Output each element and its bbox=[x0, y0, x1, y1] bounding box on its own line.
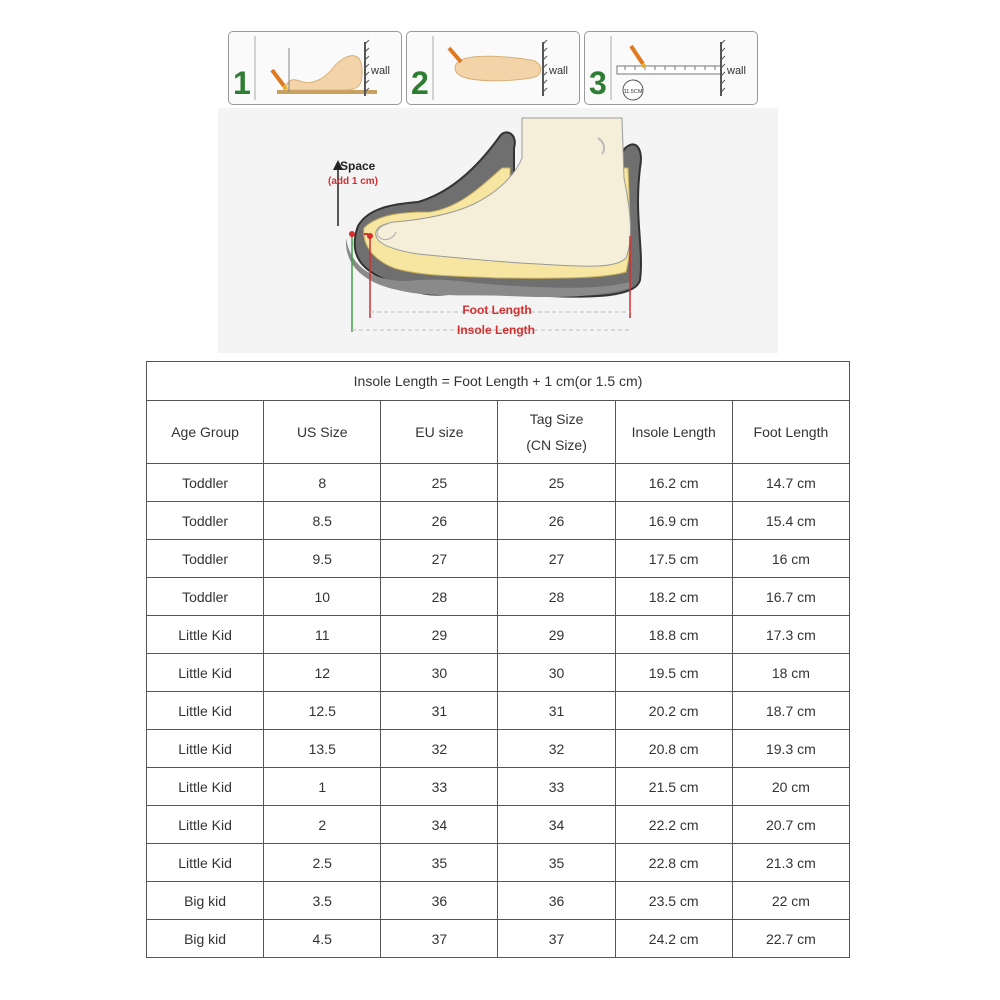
table-row bbox=[147, 616, 850, 654]
cell-tag-size: 37 bbox=[498, 920, 615, 958]
cell-foot-length: 20.7 cm bbox=[732, 806, 849, 844]
cell-insole-length: 19.5 cm bbox=[615, 654, 732, 692]
table-row bbox=[147, 502, 850, 540]
table-row bbox=[147, 768, 850, 806]
cell-foot-length: 16 cm bbox=[732, 540, 849, 578]
header-foot-length: Foot Length bbox=[732, 401, 849, 464]
foot-length-label: Foot Length bbox=[462, 303, 532, 317]
table-row bbox=[147, 730, 850, 768]
step-number: 3 bbox=[589, 65, 607, 101]
cell-eu-size: 29 bbox=[381, 616, 498, 654]
cell-insole-length: 23.5 cm bbox=[615, 882, 732, 920]
step-1-illustration bbox=[229, 32, 401, 104]
shoe-illustration bbox=[218, 108, 778, 353]
header-eu-size: EU size bbox=[381, 401, 498, 464]
cell-insole-length: 22.8 cm bbox=[615, 844, 732, 882]
cell-eu-size: 26 bbox=[381, 502, 498, 540]
cell-us-size: 4.5 bbox=[264, 920, 381, 958]
cell-us-size: 9.5 bbox=[264, 540, 381, 578]
cell-age-group: Little Kid bbox=[147, 768, 264, 806]
step-2-panel bbox=[406, 31, 580, 105]
cell-us-size: 12 bbox=[264, 654, 381, 692]
cell-age-group: Little Kid bbox=[147, 844, 264, 882]
cell-eu-size: 25 bbox=[381, 464, 498, 502]
cell-age-group: Little Kid bbox=[147, 654, 264, 692]
header-tag-size bbox=[498, 401, 615, 464]
cell-foot-length: 22 cm bbox=[732, 882, 849, 920]
cell-tag-size: 25 bbox=[498, 464, 615, 502]
cell-foot-length: 20 cm bbox=[732, 768, 849, 806]
step-3-illustration bbox=[585, 32, 757, 104]
cell-us-size: 13.5 bbox=[264, 730, 381, 768]
cell-tag-size: 28 bbox=[498, 578, 615, 616]
measuring-steps bbox=[228, 31, 760, 105]
cell-insole-length: 20.8 cm bbox=[615, 730, 732, 768]
cell-insole-length: 18.8 cm bbox=[615, 616, 732, 654]
shoe-fit-diagram bbox=[218, 108, 778, 353]
cell-foot-length: 18 cm bbox=[732, 654, 849, 692]
table-row bbox=[147, 844, 850, 882]
table-row bbox=[147, 692, 850, 730]
space-label: Space bbox=[340, 159, 376, 173]
measurement-badge-text: 11.5CM bbox=[623, 89, 643, 95]
cell-age-group: Toddler bbox=[147, 540, 264, 578]
header-age-group: Age Group bbox=[147, 401, 264, 464]
wall-label: wall bbox=[727, 65, 746, 77]
cell-foot-length: 15.4 cm bbox=[732, 502, 849, 540]
cell-insole-length: 17.5 cm bbox=[615, 540, 732, 578]
wall-label: wall bbox=[371, 65, 390, 77]
header-tag-size-label: Tag Size bbox=[529, 411, 584, 427]
cell-age-group: Toddler bbox=[147, 578, 264, 616]
cell-insole-length: 18.2 cm bbox=[615, 578, 732, 616]
table-row bbox=[147, 882, 850, 920]
cell-tag-size: 31 bbox=[498, 692, 615, 730]
table-row bbox=[147, 920, 850, 958]
cell-tag-size: 34 bbox=[498, 806, 615, 844]
cell-tag-size: 32 bbox=[498, 730, 615, 768]
cell-foot-length: 16.7 cm bbox=[732, 578, 849, 616]
cell-us-size: 2.5 bbox=[264, 844, 381, 882]
cell-us-size: 3.5 bbox=[264, 882, 381, 920]
step-number: 2 bbox=[411, 65, 429, 101]
cell-age-group: Toddler bbox=[147, 464, 264, 502]
cell-tag-size: 36 bbox=[498, 882, 615, 920]
step-3-panel bbox=[584, 31, 758, 105]
cell-eu-size: 33 bbox=[381, 768, 498, 806]
cell-tag-size: 35 bbox=[498, 844, 615, 882]
cell-eu-size: 35 bbox=[381, 844, 498, 882]
size-chart-table bbox=[146, 361, 850, 958]
cell-eu-size: 32 bbox=[381, 730, 498, 768]
cell-eu-size: 28 bbox=[381, 578, 498, 616]
table-row bbox=[147, 464, 850, 502]
step-1-panel bbox=[228, 31, 402, 105]
cell-age-group: Toddler bbox=[147, 502, 264, 540]
header-us-size: US Size bbox=[264, 401, 381, 464]
cell-age-group: Little Kid bbox=[147, 806, 264, 844]
cell-insole-length: 20.2 cm bbox=[615, 692, 732, 730]
cell-eu-size: 27 bbox=[381, 540, 498, 578]
cell-foot-length: 14.7 cm bbox=[732, 464, 849, 502]
cell-us-size: 2 bbox=[264, 806, 381, 844]
cell-tag-size: 29 bbox=[498, 616, 615, 654]
header-row bbox=[147, 401, 850, 464]
cell-us-size: 8.5 bbox=[264, 502, 381, 540]
step-2-illustration bbox=[407, 32, 579, 104]
cell-eu-size: 31 bbox=[381, 692, 498, 730]
cell-age-group: Little Kid bbox=[147, 730, 264, 768]
space-note: (add 1 cm) bbox=[328, 176, 379, 187]
cell-us-size: 11 bbox=[264, 616, 381, 654]
cell-insole-length: 24.2 cm bbox=[615, 920, 732, 958]
insole-length-label: Insole Length bbox=[457, 323, 535, 337]
table-row bbox=[147, 578, 850, 616]
cell-us-size: 12.5 bbox=[264, 692, 381, 730]
formula-text: Insole Length = Foot Length + 1 cm(or 1.5 cm) bbox=[147, 362, 850, 401]
cell-us-size: 10 bbox=[264, 578, 381, 616]
cell-foot-length: 18.7 cm bbox=[732, 692, 849, 730]
header-tag-size-sub: (CN Size) bbox=[526, 437, 587, 453]
cell-tag-size: 27 bbox=[498, 540, 615, 578]
step-number: 1 bbox=[233, 65, 251, 101]
header-insole-length: Insole Length bbox=[615, 401, 732, 464]
table-row bbox=[147, 654, 850, 692]
cell-age-group: Little Kid bbox=[147, 616, 264, 654]
table-row bbox=[147, 806, 850, 844]
cell-tag-size: 33 bbox=[498, 768, 615, 806]
cell-insole-length: 16.9 cm bbox=[615, 502, 732, 540]
cell-foot-length: 22.7 cm bbox=[732, 920, 849, 958]
cell-eu-size: 36 bbox=[381, 882, 498, 920]
cell-age-group: Little Kid bbox=[147, 692, 264, 730]
cell-foot-length: 21.3 cm bbox=[732, 844, 849, 882]
cell-tag-size: 26 bbox=[498, 502, 615, 540]
cell-insole-length: 16.2 cm bbox=[615, 464, 732, 502]
cell-foot-length: 19.3 cm bbox=[732, 730, 849, 768]
cell-eu-size: 34 bbox=[381, 806, 498, 844]
cell-us-size: 8 bbox=[264, 464, 381, 502]
cell-age-group: Big kid bbox=[147, 920, 264, 958]
cell-eu-size: 37 bbox=[381, 920, 498, 958]
cell-us-size: 1 bbox=[264, 768, 381, 806]
wall-label: wall bbox=[549, 65, 568, 77]
cell-insole-length: 22.2 cm bbox=[615, 806, 732, 844]
cell-eu-size: 30 bbox=[381, 654, 498, 692]
table-row bbox=[147, 540, 850, 578]
cell-foot-length: 17.3 cm bbox=[732, 616, 849, 654]
cell-age-group: Big kid bbox=[147, 882, 264, 920]
cell-insole-length: 21.5 cm bbox=[615, 768, 732, 806]
cell-tag-size: 30 bbox=[498, 654, 615, 692]
formula-row bbox=[147, 362, 850, 401]
